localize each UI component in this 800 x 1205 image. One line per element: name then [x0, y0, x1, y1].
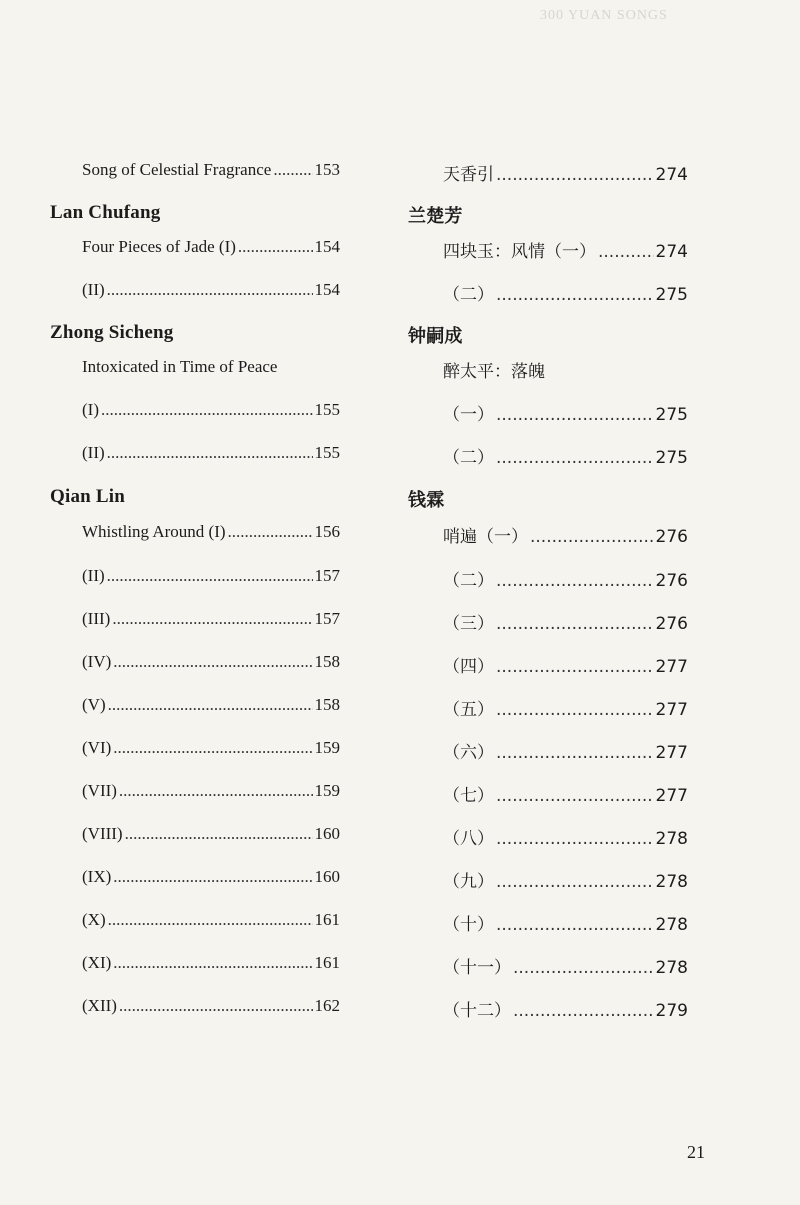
entry-page-number: 277 — [655, 657, 688, 677]
entry-title: (VII) — [82, 781, 117, 800]
entry-title: （九） — [443, 872, 494, 892]
entry-page-number: 155 — [314, 443, 340, 462]
author-heading: Qian Lin — [50, 486, 125, 507]
author-heading: 兰楚芳 — [408, 206, 463, 227]
entry-title: （二） — [443, 448, 494, 468]
toc-entry — [443, 280, 688, 305]
toc-entry — [443, 443, 688, 468]
dot-leader — [113, 867, 312, 887]
toc-entry — [443, 824, 688, 849]
toc-entry — [443, 609, 688, 634]
dot-leader — [496, 786, 654, 806]
dot-leader — [107, 280, 313, 300]
entry-page-number: 278 — [655, 829, 688, 849]
entry-title: (IV) — [82, 652, 112, 671]
entry-title: 天香引 — [443, 165, 494, 185]
toc-entry — [82, 280, 340, 300]
dot-leader — [113, 953, 312, 973]
entry-page-number: 277 — [655, 700, 688, 720]
entry-page-number: 274 — [655, 165, 688, 185]
dot-leader — [273, 160, 312, 180]
entry-title: （七） — [443, 786, 494, 806]
entry-page-number: 275 — [655, 285, 688, 305]
dot-leader — [496, 285, 654, 305]
toc-entry — [443, 400, 688, 425]
toc-entry — [443, 996, 688, 1021]
dot-leader — [496, 571, 654, 591]
entry-title: (III) — [82, 609, 111, 628]
entry-title: （十一） — [443, 958, 511, 978]
entry-page-number: 278 — [655, 915, 688, 935]
dot-leader — [513, 958, 654, 978]
author-heading: Zhong Sicheng — [50, 322, 174, 343]
dot-leader — [119, 996, 313, 1016]
entry-page-number: 276 — [655, 571, 688, 591]
entry-page-number: 154 — [314, 280, 340, 299]
entry-page-number: 155 — [314, 400, 340, 419]
toc-entry — [82, 953, 340, 973]
dot-leader — [101, 400, 313, 420]
entry-page-number: 274 — [655, 242, 688, 262]
dot-leader — [496, 165, 654, 185]
entry-page-number: 158 — [314, 695, 340, 714]
entry-title: (II) — [82, 280, 105, 299]
dot-leader — [119, 781, 313, 801]
dot-leader — [108, 695, 313, 715]
entry-page-number: 159 — [314, 781, 340, 800]
toc-entry — [82, 652, 340, 672]
entry-page-number: 157 — [314, 609, 340, 628]
work-title: Intoxicated in Time of Peace — [82, 357, 278, 376]
entry-page-number: 159 — [314, 738, 340, 757]
entry-page-number: 278 — [655, 872, 688, 892]
entry-title: （八） — [443, 829, 494, 849]
toc-entry — [82, 738, 340, 758]
dot-leader — [496, 915, 654, 935]
entry-page-number: 279 — [655, 1001, 688, 1021]
entry-title: (X) — [82, 910, 106, 929]
entry-page-number: 276 — [655, 614, 688, 634]
author-heading: 钟嗣成 — [408, 326, 463, 347]
entry-title: （二） — [443, 285, 494, 305]
toc-entry — [443, 738, 688, 763]
toc-entry — [82, 522, 340, 542]
entry-title: （二） — [443, 571, 494, 591]
toc-entry — [443, 652, 688, 677]
entry-page-number: 277 — [655, 786, 688, 806]
toc-entry — [82, 566, 340, 586]
entry-page-number: 275 — [655, 448, 688, 468]
toc-entry — [82, 824, 340, 844]
dot-leader — [107, 566, 313, 586]
author-heading: 钱霖 — [408, 490, 445, 511]
entry-title: （十二） — [443, 1001, 511, 1021]
entry-title: （四） — [443, 657, 494, 677]
dot-leader — [598, 242, 654, 262]
entry-title: (IX) — [82, 867, 112, 886]
toc-entry — [443, 910, 688, 935]
entry-page-number: 161 — [314, 953, 340, 972]
dot-leader — [107, 443, 313, 463]
entry-page-number: 162 — [314, 996, 340, 1015]
entry-title: （五） — [443, 700, 494, 720]
entry-title: （一） — [443, 405, 494, 425]
entry-page-number: 278 — [655, 958, 688, 978]
entry-page-number: 277 — [655, 743, 688, 763]
entry-page-number: 153 — [314, 160, 340, 179]
toc-entry — [82, 695, 340, 715]
entry-title: (II) — [82, 443, 105, 462]
entry-title: (II) — [82, 566, 105, 585]
dot-leader — [496, 829, 654, 849]
toc-entry — [82, 867, 340, 887]
dot-leader — [496, 405, 654, 425]
entry-title: （六） — [443, 743, 494, 763]
toc-entry — [443, 781, 688, 806]
author-heading: Lan Chufang — [50, 202, 161, 223]
toc-entry — [82, 400, 340, 420]
toc-entry — [443, 695, 688, 720]
toc-entry — [82, 996, 340, 1016]
dot-leader — [113, 652, 312, 672]
dot-leader — [108, 910, 313, 930]
entry-title: 四块玉：风情（一） — [443, 242, 596, 262]
dot-leader — [530, 527, 654, 547]
toc-entry — [82, 237, 340, 257]
entry-page-number: 160 — [314, 824, 340, 843]
dot-leader — [228, 522, 313, 542]
dot-leader — [113, 738, 312, 758]
entry-title: (VIII) — [82, 824, 123, 843]
entry-title: Whistling Around (I) — [82, 522, 226, 541]
toc-entry — [443, 160, 688, 185]
dot-leader — [513, 1001, 654, 1021]
entry-page-number: 157 — [314, 566, 340, 585]
running-header: 300 YUAN SONGS — [540, 8, 668, 23]
entry-title: Song of Celestial Fragrance — [82, 160, 272, 179]
entry-page-number: 154 — [314, 237, 340, 256]
dot-leader — [496, 743, 654, 763]
toc-entry — [82, 781, 340, 801]
toc-entry — [443, 867, 688, 892]
page-number: 21 — [687, 1142, 705, 1162]
dot-leader — [496, 700, 654, 720]
toc-entry — [82, 160, 340, 180]
dot-leader — [112, 609, 312, 629]
entry-title: 哨遍（一） — [443, 527, 528, 547]
toc-entry — [443, 522, 688, 547]
entry-title: （三） — [443, 614, 494, 634]
entry-title: (XI) — [82, 953, 112, 972]
entry-title: Four Pieces of Jade (I) — [82, 237, 236, 256]
entry-title: （十） — [443, 915, 494, 935]
dot-leader — [496, 657, 654, 677]
entry-page-number: 276 — [655, 527, 688, 547]
entry-page-number: 161 — [314, 910, 340, 929]
entry-page-number: 156 — [314, 522, 340, 541]
entry-page-number: 160 — [314, 867, 340, 886]
entry-title: (I) — [82, 400, 99, 419]
entry-title: (XII) — [82, 996, 117, 1015]
toc-entry — [82, 443, 340, 463]
entry-title: (VI) — [82, 738, 112, 757]
dot-leader — [496, 872, 654, 892]
toc-entry — [82, 609, 340, 629]
toc-entry — [443, 566, 688, 591]
dot-leader — [496, 614, 654, 634]
dot-leader — [496, 448, 654, 468]
entry-page-number: 158 — [314, 652, 340, 671]
entry-title: (V) — [82, 695, 106, 714]
dot-leader — [125, 824, 313, 844]
toc-entry — [443, 237, 688, 262]
dot-leader — [238, 237, 313, 257]
entry-page-number: 275 — [655, 405, 688, 425]
work-title: 醉太平：落魄 — [443, 362, 545, 382]
toc-entry — [443, 953, 688, 978]
toc-entry — [82, 910, 340, 930]
